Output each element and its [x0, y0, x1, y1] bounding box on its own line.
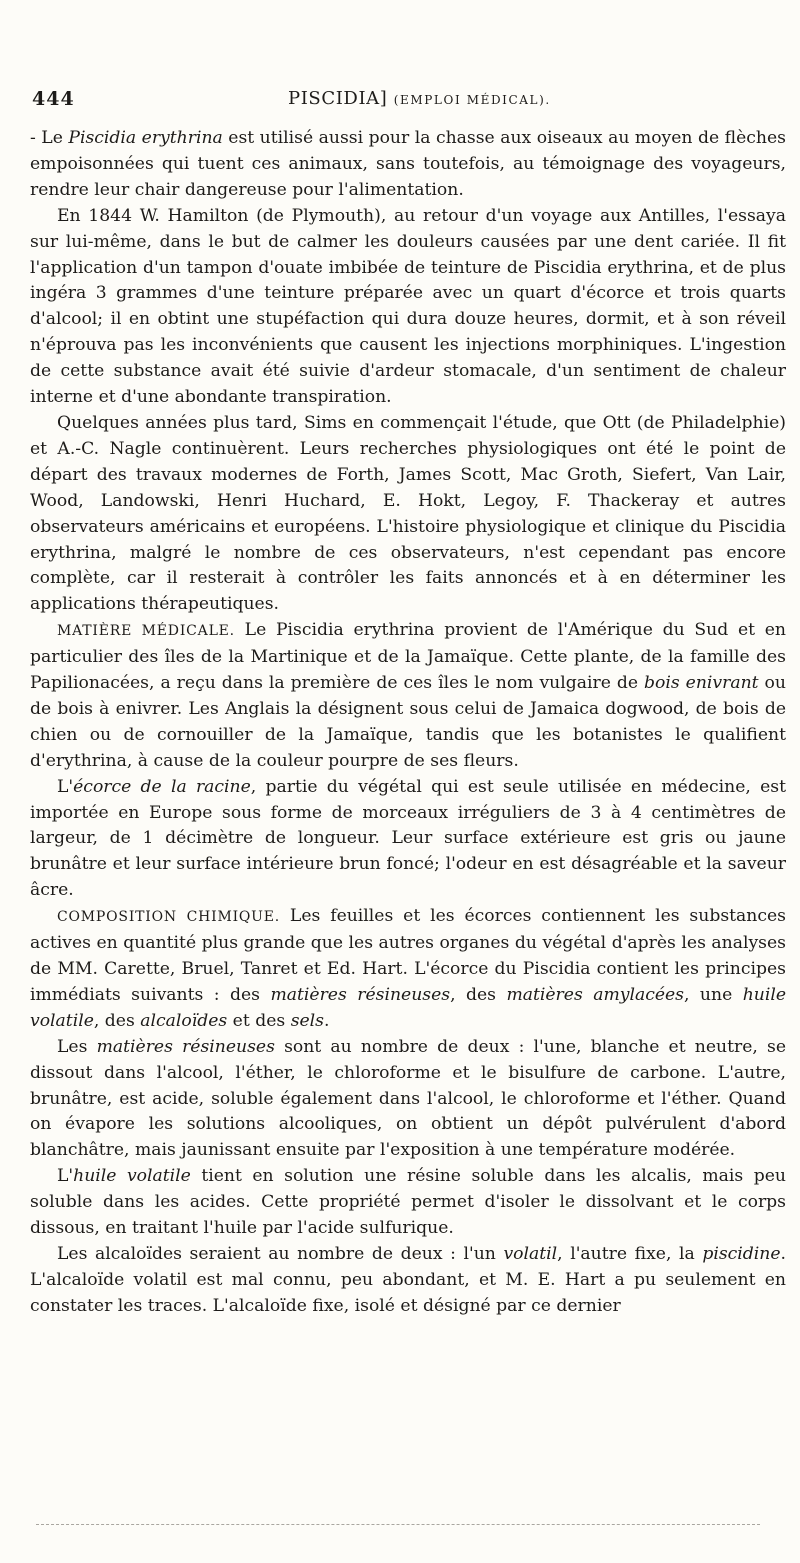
text-run: Le Piscidia erythrina provient de l'Amérique du Sud et en particulier des îles de la Martinique et de la Jamaïque. Cette plante, de la famille des Papilionacées, a reçu dans la première de ces îles le nom vulgaire de	[30, 620, 786, 694]
text-run: .	[324, 1010, 330, 1031]
section-heading: MATIÈRE MÉDICALE.	[57, 623, 235, 640]
body-text	[30, 126, 786, 1320]
italic-term: bois enivrant	[644, 673, 759, 694]
text-run: L'	[57, 1166, 74, 1187]
running-header	[30, 88, 782, 118]
italic-term: écorce de la racine	[73, 776, 251, 797]
footer-rule	[36, 1524, 760, 1525]
paragraph	[30, 1242, 786, 1320]
text-run: , l'autre fixe, la	[557, 1243, 703, 1264]
paragraph	[30, 411, 786, 618]
section-heading: COMPOSITION CHIMIQUE.	[57, 909, 281, 926]
running-title-main: PISCIDIA	[288, 88, 380, 109]
text-run: Les	[57, 1036, 97, 1057]
text-run: Les alcaloïdes seraient au nombre de deux : l'un	[57, 1243, 504, 1264]
italic-term: huile volatile	[73, 1166, 191, 1187]
text-run: et des	[227, 1010, 291, 1031]
page-number: 444	[32, 88, 75, 110]
text-run: , une	[684, 984, 743, 1005]
italic-term: matières résineuses	[96, 1036, 275, 1057]
text-run: Les feuilles et les écorces contiennent les substances actives en quantité plus grande que les autres organes du végétal d'après les analyses de MM. Carette, Bruel, Tanret et Ed. Hart. L'écorce du Piscidia contient les principes immédiats suivants : des	[30, 906, 786, 1005]
text-run: ou de bois à enivrer. Les Anglais la désignent sous celui de Jamaica dogwood, de bois de chien ou de cornouiller de la Jamaïque, tandis que les botanistes le qualifient d'erythrina, à cause de la couleur pourpre de ses fleurs.	[30, 673, 786, 771]
text-run: sont au nombre de deux : l'une, blanche et neutre, se dissout dans l'alcool, l'éther, le chloroforme et le bisulfure de carbone. L'autre, brunâtre, est acide, soluble également dans l'alcool, le chloroforme et l'éther. Quand on évapore les solutions alcooliques, on obtient un dépôt pulvérulent d'abord blanchâtre, mais jaunissant ensuite par l'exposition à une température modérée.	[30, 1036, 786, 1161]
italic-term: piscidine	[702, 1243, 781, 1264]
text-run: tient en solution une résine soluble dans les alcalis, mais peu soluble dans les acides. Cette propriété permet d'isoler le dissolvant et le corps dissous, en traitant l'huile par l'acide sulfurique.	[30, 1166, 786, 1239]
text-run: L'	[57, 776, 74, 797]
paragraph	[30, 204, 786, 411]
italic-term: matières amylacées	[506, 984, 685, 1005]
text-run: , des	[93, 1010, 141, 1031]
text-run: est utilisé aussi pour la chasse aux oiseaux au moyen de flèches empoisonnées qui tuent ces animaux, sans toutefois, au témoignage des voyageurs, rendre leur chair dangereuse pour l'alimentation.	[30, 128, 786, 200]
paragraph	[30, 1035, 786, 1165]
italic-term: sels	[290, 1010, 324, 1031]
paragraph	[30, 126, 786, 204]
running-title-bracket: ]	[379, 88, 388, 109]
paragraph	[30, 775, 786, 905]
text-run: , partie du végétal qui est seule utilisée en médecine, est importée en Europe sous forme de morceaux irréguliers de 3 à 4 centimètres de largeur, de 1 décimètre de longueur. Leur surface extérieure est gris ou jaune brunâtre et leur surface intérieure brun foncé; l'odeur en est désagréable et la saveur âcre.	[30, 776, 787, 901]
italic-term: matières résineuses	[270, 984, 451, 1005]
running-title	[288, 88, 551, 109]
italic-term: huile volatile	[30, 984, 786, 1031]
text-run: , des	[450, 984, 507, 1005]
text-run: . L'alcaloïde volatil est mal connu, peu abondant, et M. E. Hart a pu seulement en constater les traces. L'alcaloïde fixe, isolé et désigné par ce dernier	[30, 1243, 787, 1316]
italic-term: alcaloïdes	[140, 1010, 228, 1031]
paragraph	[30, 618, 786, 774]
text-run: En 1844 W. Hamilton (de Plymouth), au retour d'un voyage aux Antilles, l'essaya sur lui-même, dans le but de calmer les douleurs causées par une dent cariée. Il fit l'application d'un tampon d'ouate imbibée de teinture de Piscidia erythrina, et de plus ingéra 3 grammes d'une teinture préparée avec un quart d'écorce et trois quarts d'alcool; il en obtint une stupéfaction qui dura douze heures, dormit, et à son réveil n'éprouva pas les inconvénients que causent les injections morphiniques. L'ingestion de cette substance avait été suivie d'ardeur stomacale, d'un sentiment de chaleur interne et d'une abondante transpiration.	[30, 205, 786, 408]
paragraph	[30, 1164, 786, 1242]
paragraph	[30, 904, 786, 1035]
italic-term: volatil	[503, 1243, 558, 1264]
italic-term: Piscidia erythrina	[68, 128, 223, 148]
text-run: Quelques années plus tard, Sims en commençait l'étude, que Ott (de Philadelphie) et A.-C. Nagle continuèrent. Leurs recherches physiologiques ont été le point de départ des travaux modernes de Forth, James Scott, Mac Groth, Siefert, Van Lair, Wood, Landowski, Henri Huchard, E. Hokt, Legoy, F. Thackeray et autres observateurs américains et européens. L'histoire physiologique et clinique du Piscidia erythrina, malgré le nombre de ces observateurs, n'est cependant pas encore complète, car il resterait à contrôler les faits annoncés et à en déterminer les applications thérapeutiques.	[30, 412, 786, 615]
text-run: - Le	[30, 128, 69, 148]
running-title-subtitle: (EMPLOI MÉDICAL).	[393, 93, 551, 107]
